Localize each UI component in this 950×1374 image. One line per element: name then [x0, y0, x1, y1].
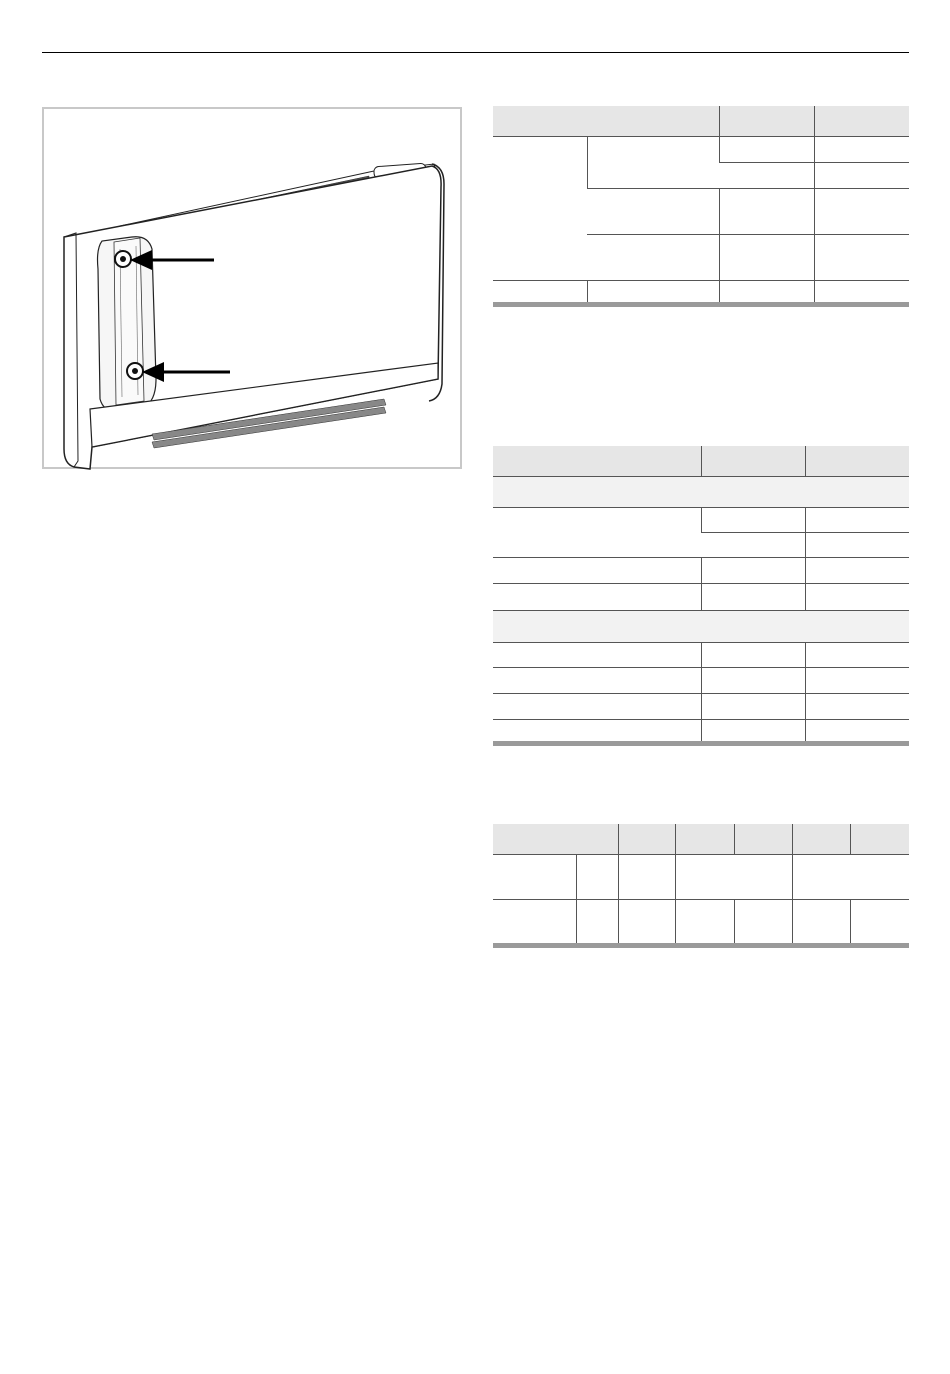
table-row	[493, 584, 909, 611]
table-cell	[587, 281, 719, 305]
table-cell	[792, 900, 850, 946]
table-header-cell	[719, 106, 814, 137]
table-row	[493, 855, 909, 900]
table-header-cell	[493, 824, 618, 855]
heater-illustration	[44, 109, 464, 471]
table-cell	[814, 189, 909, 235]
table-cell	[675, 900, 734, 946]
table-cell	[493, 281, 587, 305]
table-row	[493, 558, 909, 584]
table-row	[493, 643, 909, 668]
table-cell	[493, 558, 701, 584]
table-row	[493, 508, 909, 533]
table-cell	[805, 720, 909, 744]
table-row	[493, 694, 909, 720]
table-cell	[814, 235, 909, 281]
table-header-cell	[805, 446, 909, 477]
table-header-cell	[493, 446, 701, 477]
table-cell	[493, 508, 701, 558]
table-cell	[719, 189, 814, 235]
table-cell	[719, 281, 814, 305]
table-cell	[814, 281, 909, 305]
table-header-row	[493, 106, 909, 137]
table-cell	[719, 137, 814, 163]
table-cell	[719, 163, 814, 189]
table-cell	[587, 235, 719, 281]
spec-table-1	[493, 106, 909, 307]
table-cell	[805, 694, 909, 720]
table-header-cell	[493, 106, 719, 137]
table-row	[493, 900, 909, 946]
table-section-row	[493, 477, 909, 508]
table-section-title	[493, 611, 909, 643]
table-cell	[701, 508, 805, 533]
spec-table-2	[493, 446, 909, 746]
table-cell	[792, 855, 909, 900]
table-cell	[587, 137, 719, 189]
table-cell	[576, 900, 618, 946]
table-cell	[805, 558, 909, 584]
table-cell	[701, 558, 805, 584]
table-header-cell	[792, 824, 850, 855]
table-cell	[734, 900, 792, 946]
spec-table-3	[493, 824, 909, 948]
table-cell	[493, 584, 701, 611]
table-cell	[618, 900, 675, 946]
table-header-cell	[734, 824, 792, 855]
table-cell	[701, 584, 805, 611]
table-cell	[675, 855, 792, 900]
table-section-row	[493, 611, 909, 643]
table-cell	[701, 720, 805, 744]
table-header-row	[493, 446, 909, 477]
table-cell	[805, 533, 909, 558]
table-cell	[701, 643, 805, 668]
table-header-cell	[814, 106, 909, 137]
table-header-cell	[850, 824, 909, 855]
heater-figure	[42, 107, 462, 469]
table-cell	[701, 533, 805, 558]
table-cell	[719, 235, 814, 281]
table-cell	[493, 900, 576, 946]
table-header-cell	[675, 824, 734, 855]
table-cell	[850, 900, 909, 946]
table-cell	[805, 584, 909, 611]
table-cell	[493, 137, 587, 281]
table-row	[493, 668, 909, 694]
table-cell	[493, 855, 576, 900]
table-section-title	[493, 477, 909, 508]
table-row	[493, 137, 909, 163]
table-cell	[493, 668, 701, 694]
table-cell	[814, 163, 909, 189]
table-cell	[814, 137, 909, 163]
table-cell	[701, 694, 805, 720]
table-header-cell	[701, 446, 805, 477]
table-header-row	[493, 824, 909, 855]
table-cell	[805, 643, 909, 668]
table-header-cell	[618, 824, 675, 855]
table-cell	[576, 855, 618, 900]
table-cell	[805, 668, 909, 694]
table-cell	[701, 668, 805, 694]
table-cell	[493, 720, 701, 744]
table-cell	[618, 855, 675, 900]
table-row	[493, 720, 909, 744]
table-cell	[805, 508, 909, 533]
header-rule	[42, 52, 909, 53]
table-cell	[587, 189, 719, 235]
table-row	[493, 281, 909, 305]
table-cell	[493, 643, 701, 668]
table-cell	[493, 694, 701, 720]
